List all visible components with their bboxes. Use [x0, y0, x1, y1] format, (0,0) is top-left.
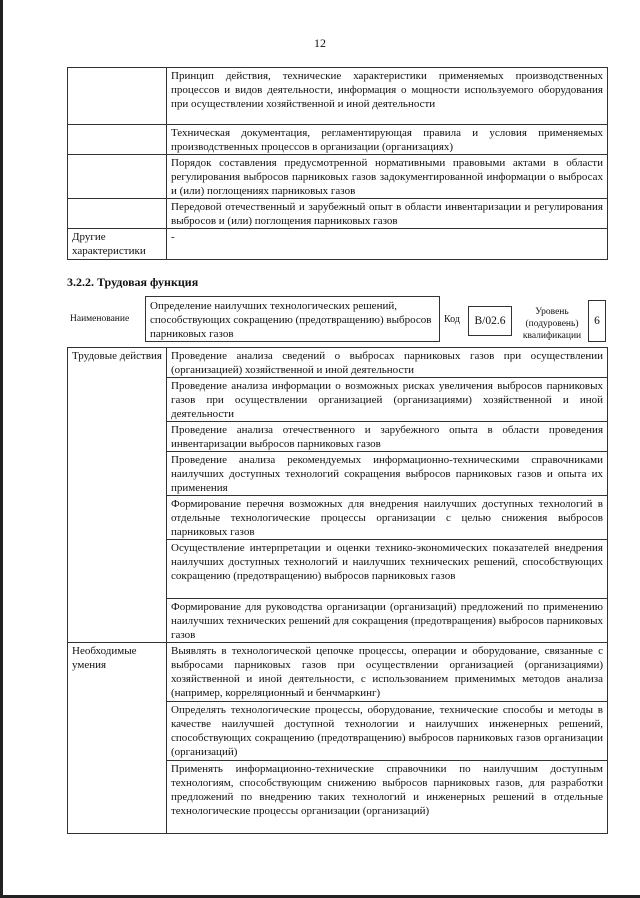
- labor-action-item: Проведение анализа сведений о выбросах парниковых газов при осуществлении (организацией) хозяйственной и иной деятельности: [167, 348, 608, 378]
- function-name: Определение наилучших технологических решений, способствующих сокращению (предотвращению) выбросов парниковых газов: [145, 296, 440, 342]
- row-text: Техническая документация, регламентирующая правила и условия применяемых производственных процессов в организации (организациях): [167, 125, 608, 155]
- skill-item: Определять технологические процессы, оборудование, технические способы и методы в качестве наилучшей доступной технологии и наилучших инженерных решений, способствующих сокращению (предотвращению) выбросов парниковых газов организации (организаций): [167, 702, 608, 761]
- section-title: 3.2.2. Трудовая функция: [67, 275, 199, 289]
- row-label: Другие характеристики: [68, 229, 167, 260]
- row-text: Принцип действия, технические характеристики применяемых производственных процессов и видов деятельности, информация о мощности используемого оборудования при осуществлении хозяйственной и иной деятельности: [167, 68, 608, 125]
- table-row: [68, 155, 608, 199]
- row-label: [68, 125, 167, 155]
- labor-function-table: [67, 347, 608, 834]
- row-label: [68, 155, 167, 199]
- skills-label: Необходимые умения: [68, 643, 167, 834]
- table-row: [68, 643, 608, 702]
- row-text: Порядок составления предусмотренной нормативными правовыми актами в области регулирования выбросов парниковых газов задокументированной информации о выбросах и (или) поглощениях парниковых газов: [167, 155, 608, 199]
- row-text: -: [167, 229, 608, 260]
- skill-item: Применять информационно-технические справочники по наилучшим доступным технологиям, способствующим снижению выбросов парниковых газов, для разработки предложений по внедрению таких технологий и инженерных решений в отдельные технологические процессы организации (организаций): [167, 761, 608, 834]
- table-row: [68, 125, 608, 155]
- row-text: Передовой отечественный и зарубежный опыт в области инвентаризации и регулирования выбросов и (или) поглощения парниковых газов: [167, 199, 608, 229]
- labor-action-item: Проведение анализа отечественного и зарубежного опыта в области проведения инвентаризации выбросов парниковых газов: [167, 422, 608, 452]
- row-label: [68, 68, 167, 125]
- labor-action-item: Проведение анализа рекомендуемых информационно-техническими справочниками наилучших доступных технологий сокращения выбросов парниковых газов и опыта их применения: [167, 452, 608, 496]
- skill-item: Выявлять в технологической цепочке процессы, операции и оборудование, связанные с выбросами парниковых газов при осуществлении организацией (организациями) хозяйственной и иной деятельности, с использованием применимых методов анализа (например, корреляционный и бенчмаркинг): [167, 643, 608, 702]
- table-row: [68, 348, 608, 378]
- knowledge-table-continuation: [67, 67, 608, 260]
- labor-action-item: Проведение анализа информации о возможных рисках увеличения выбросов парниковых газов при осуществлении организацией (организациями) хозяйственной и иной деятельности: [167, 378, 608, 422]
- table-row: [68, 68, 608, 125]
- scan-edge-left: [0, 0, 3, 898]
- function-code: B/02.6: [468, 306, 512, 336]
- level-label: Уровень (подуровень) квалификации: [522, 307, 582, 341]
- qualification-level: 6: [588, 300, 606, 342]
- labor-action-item: Осуществление интерпретации и оценки технико-экономических показателей внедрения наилучших доступных технологий и наилучших технических решений, способствующих сокращению (предотвращению) выбросов парниковых газов: [167, 540, 608, 599]
- table-row: [68, 229, 608, 260]
- labor-action-item: Формирование перечня возможных для внедрения наилучших доступных технологий в отдельные технологические процессы организации с целью снижения выбросов парниковых газов: [167, 496, 608, 540]
- name-label: Наименование: [70, 314, 130, 324]
- page-number: 12: [314, 36, 326, 50]
- labor-actions-label: Трудовые действия: [68, 348, 167, 643]
- row-label: [68, 199, 167, 229]
- labor-action-item: Формирование для руководства организации (организаций) предложений по применению наилучших технических решений для сокращения (предотвращения) выбросов парниковых газов: [167, 599, 608, 643]
- code-label: Код: [444, 314, 460, 325]
- table-row: [68, 199, 608, 229]
